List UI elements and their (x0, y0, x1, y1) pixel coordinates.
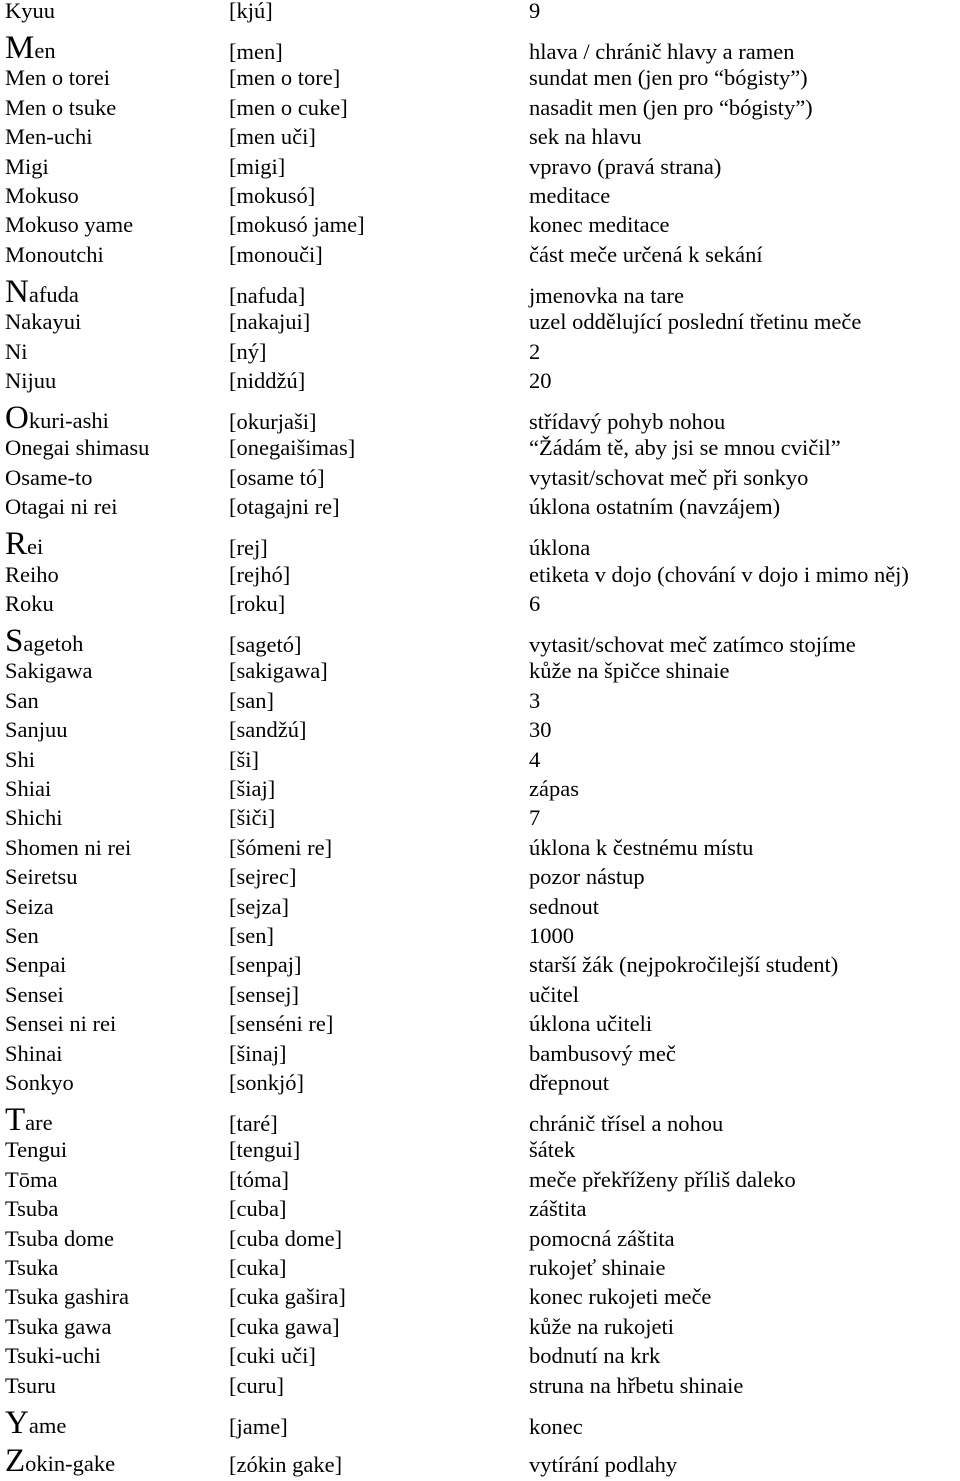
term-rest: are (25, 1110, 53, 1135)
term: Sanjuu (5, 717, 68, 743)
meaning: učitel (529, 981, 579, 1007)
pronunciation: [mokusó jame] (229, 212, 365, 238)
pronunciation: [onegaišimas] (229, 435, 356, 461)
glossary-row (0, 1102, 960, 1140)
term: Kyuu (5, 0, 55, 23)
term: Shiai (5, 776, 52, 801)
meaning: meče překříženy příliš daleko (529, 1166, 796, 1192)
glossary-row (0, 185, 960, 215)
glossary-row (0, 981, 960, 1014)
term: Shomen ni rei (5, 834, 132, 860)
glossary-row (0, 241, 960, 274)
pronunciation: [senséni re] (229, 1011, 334, 1037)
term: Otagai ni rei (5, 494, 118, 520)
glossary-row (0, 214, 960, 244)
pronunciation: [cuki uči] (229, 1343, 316, 1369)
pronunciation: [tengui] (229, 1137, 301, 1163)
glossary-row (0, 370, 960, 400)
term-rest: agetoh (23, 631, 84, 656)
meaning: část meče určená k sekání (529, 241, 763, 267)
glossary-row (0, 719, 960, 749)
pronunciation: [men] (229, 39, 283, 64)
glossary-row (0, 1372, 960, 1405)
term-rest: ame (28, 1412, 67, 1438)
term: Osame-to (5, 464, 93, 490)
term: Men o torei (5, 65, 110, 91)
glossary-row (0, 746, 960, 779)
glossary-row (0, 866, 960, 896)
meaning: pomocná záštita (529, 1225, 675, 1251)
meaning: uzel oddělující poslední třetinu meče (529, 309, 862, 335)
pronunciation: [sagetó] (229, 632, 302, 657)
glossary-row (0, 1013, 960, 1043)
glossary-row (0, 30, 960, 68)
section-initial-letter: N (5, 273, 29, 310)
pronunciation: [rej] (229, 535, 268, 561)
meaning: 4 (529, 746, 541, 772)
term (5, 32, 56, 65)
meaning: bodnutí na krk (529, 1343, 661, 1369)
term: Tsuka (5, 1255, 59, 1280)
pronunciation: [sonkjó] (229, 1070, 304, 1095)
term: Tsuba (5, 1196, 59, 1222)
meaning: konec (529, 1413, 583, 1439)
term: Seiretsu (5, 864, 78, 890)
pronunciation: [cuka gašira] (229, 1284, 346, 1310)
term: Seiza (5, 893, 54, 919)
pronunciation: [šómeni re] (229, 834, 333, 860)
meaning: nasadit men (jen pro “bógisty”) (529, 94, 813, 120)
pronunciation: [cuba] (229, 1196, 287, 1222)
glossary-row (0, 153, 960, 186)
meaning: struna na hřbetu shinaie (529, 1372, 744, 1398)
term: Tsuka gashira (5, 1284, 130, 1310)
meaning: úklona k čestnému místu (529, 834, 754, 860)
pronunciation: [kjú] (229, 0, 273, 23)
glossary-row (0, 400, 960, 438)
glossary-row (0, 623, 960, 661)
pronunciation: [osame tó] (229, 464, 325, 490)
glossary-row (0, 561, 960, 594)
term: Nakayui (5, 309, 82, 335)
meaning: kůže na rukojeti (529, 1313, 674, 1339)
term-rest: ei (27, 534, 44, 560)
term: Nijuu (5, 368, 57, 393)
meaning: zápas (529, 776, 579, 801)
meaning: 30 (529, 717, 552, 743)
pronunciation: [monouči] (229, 241, 323, 267)
pronunciation: [šiaj] (229, 776, 276, 801)
meaning: 20 (529, 368, 552, 393)
term: Ni (5, 338, 28, 364)
glossary-row (0, 1225, 960, 1258)
glossary-row (0, 437, 960, 467)
pronunciation: [tóma] (229, 1166, 289, 1192)
pronunciation: [otagajni re] (229, 494, 340, 520)
meaning: 6 (529, 591, 541, 616)
glossary-row (0, 834, 960, 867)
pronunciation: [cuka] (229, 1255, 287, 1280)
meaning: sek na hlavu (529, 124, 642, 150)
glossary-row (0, 660, 960, 690)
pronunciation: [jame] (229, 1413, 288, 1439)
glossary-row (0, 593, 960, 623)
term: Migi (5, 153, 49, 179)
term (5, 528, 43, 561)
meaning: úklona ostatním (navzájem) (529, 494, 781, 520)
meaning: konec rukojeti meče (529, 1284, 712, 1310)
meaning: střídavý pohyb nohou (529, 409, 726, 434)
glossary-row (0, 338, 960, 371)
pronunciation: [sen] (229, 923, 274, 948)
pronunciation: [niddžú] (229, 368, 306, 393)
meaning: 2 (529, 338, 541, 364)
term: Shi (5, 746, 36, 772)
meaning: záštita (529, 1196, 587, 1222)
meaning: šátek (529, 1137, 576, 1163)
glossary-row (0, 1313, 960, 1346)
glossary-row (0, 94, 960, 127)
meaning: vpravo (pravá strana) (529, 153, 722, 179)
glossary-row (0, 67, 960, 97)
glossary-row (0, 1072, 960, 1102)
pronunciation: [men o cuke] (229, 94, 348, 120)
pronunciation: [cuba dome] (229, 1225, 343, 1251)
term: Tsuba dome (5, 1225, 115, 1251)
pronunciation: [sensej] (229, 981, 299, 1007)
meaning: 7 (529, 805, 541, 831)
meaning: vytírání podlahy (529, 1451, 678, 1477)
meaning: vytasit/schovat meč zatímco stojíme (529, 632, 856, 657)
term: Mokuso yame (5, 212, 134, 238)
meaning: úklona (529, 535, 591, 561)
term: Sen (5, 923, 39, 948)
glossary-row (0, 464, 960, 497)
term (5, 1404, 67, 1441)
pronunciation: [curu] (229, 1372, 284, 1398)
glossary-row (0, 893, 960, 926)
pronunciation: [roku] (229, 591, 286, 616)
meaning: úklona učiteli (529, 1011, 653, 1037)
glossary-row (0, 311, 960, 341)
term: Sensei (5, 981, 64, 1007)
meaning: dřepnout (529, 1070, 609, 1095)
term: Monoutchi (5, 241, 104, 267)
term (5, 1442, 116, 1479)
term: Sakigawa (5, 658, 93, 684)
section-initial-letter: R (5, 526, 28, 563)
section-initial-letter: M (5, 30, 35, 66)
meaning: meditace (529, 183, 611, 208)
pronunciation: [mokusó] (229, 183, 316, 208)
meaning: kůže na špičce shinaie (529, 658, 730, 684)
pronunciation: [sejrec] (229, 864, 297, 890)
term (5, 402, 109, 435)
section-initial-letter: S (5, 623, 24, 659)
pronunciation: [ný] (229, 338, 267, 364)
glossary-row (0, 126, 960, 156)
glossary-row (0, 954, 960, 984)
glossary-row (0, 0, 960, 30)
section-initial-letter: Y (5, 1404, 29, 1441)
pronunciation: [sandžú] (229, 717, 307, 743)
pronunciation: [sejza] (229, 893, 289, 919)
pronunciation: [nafuda] (229, 282, 306, 308)
term: Tsuki-uchi (5, 1343, 101, 1369)
glossary-row (0, 807, 960, 837)
term: Shichi (5, 805, 63, 831)
meaning: pozor nástup (529, 864, 645, 890)
glossary-row (0, 526, 960, 564)
pronunciation: [men uči] (229, 124, 316, 150)
glossary-row (0, 1198, 960, 1228)
term: Senpai (5, 952, 67, 978)
glossary-row (0, 1139, 960, 1169)
term-rest: kuri-ashi (28, 408, 109, 433)
glossary-row (0, 1257, 960, 1287)
pronunciation: [migi] (229, 153, 286, 179)
pronunciation: [šiči] (229, 805, 276, 831)
meaning: jmenovka na tare (529, 282, 684, 308)
section-initial-letter: O (5, 400, 29, 436)
pronunciation: [san] (229, 687, 274, 713)
term: Men-uchi (5, 124, 93, 150)
term: Onegai shimasu (5, 435, 150, 461)
meaning: rukojeť shinaie (529, 1255, 666, 1280)
pronunciation: [šinaj] (229, 1040, 287, 1066)
glossary-row (0, 1286, 960, 1316)
meaning: sundat men (jen pro “bógisty”) (529, 65, 808, 91)
meaning: 1000 (529, 923, 574, 948)
term: Tsuru (5, 1372, 56, 1398)
glossary-row (0, 273, 960, 312)
term-rest: okin-gake (25, 1450, 116, 1476)
glossary-row (0, 925, 960, 955)
section-initial-letter: Z (5, 1442, 26, 1479)
pronunciation: [ši] (229, 746, 259, 772)
meaning: “Žádám tě, aby jsi se mnou cvičil” (529, 435, 841, 461)
pronunciation: [taré] (229, 1111, 278, 1136)
term: Sonkyo (5, 1070, 74, 1095)
pronunciation: [rejhó] (229, 561, 291, 587)
meaning: chránič třísel a nohou (529, 1111, 724, 1136)
glossary-row (0, 1166, 960, 1199)
term (5, 273, 79, 310)
pronunciation: [sakigawa] (229, 658, 328, 684)
meaning: sednout (529, 893, 599, 919)
term-rest: en (34, 38, 56, 63)
glossary-row (0, 1442, 960, 1481)
pronunciation: [nakajui] (229, 309, 311, 335)
pronunciation: [senpaj] (229, 952, 302, 978)
pronunciation: [men o tore] (229, 65, 341, 91)
term: Men o tsuke (5, 94, 117, 120)
glossary-row (0, 496, 960, 526)
glossary-row (0, 1040, 960, 1073)
pronunciation: [okurjaši] (229, 409, 317, 434)
term: Mokuso (5, 183, 79, 208)
section-initial-letter: T (5, 1102, 26, 1138)
term (5, 625, 83, 658)
glossary-row (0, 778, 960, 808)
term-rest: afuda (28, 281, 79, 307)
pronunciation: [zókin gake] (229, 1451, 343, 1477)
term: Tengui (5, 1137, 68, 1163)
glossary-row (0, 687, 960, 720)
meaning: bambusový meč (529, 1040, 676, 1066)
term: Tsuka gawa (5, 1313, 112, 1339)
meaning: vytasit/schovat meč při sonkyo (529, 464, 809, 490)
pronunciation: [cuka gawa] (229, 1313, 340, 1339)
glossary-row (0, 1345, 960, 1375)
glossary-row (0, 1404, 960, 1443)
term: Sensei ni rei (5, 1011, 117, 1037)
term: Reiho (5, 561, 59, 587)
meaning: 3 (529, 687, 541, 713)
meaning: etiketa v dojo (chování v dojo i mimo něj) (529, 561, 909, 587)
meaning: starší žák (nejpokročilejší student) (529, 952, 839, 978)
term: San (5, 687, 39, 713)
term: Shinai (5, 1040, 63, 1066)
meaning: hlava / chránič hlavy a ramen (529, 39, 795, 64)
term: Tōma (5, 1166, 58, 1192)
meaning: konec meditace (529, 212, 670, 238)
term (5, 1104, 53, 1137)
meaning: 9 (529, 0, 541, 23)
term: Roku (5, 591, 54, 616)
